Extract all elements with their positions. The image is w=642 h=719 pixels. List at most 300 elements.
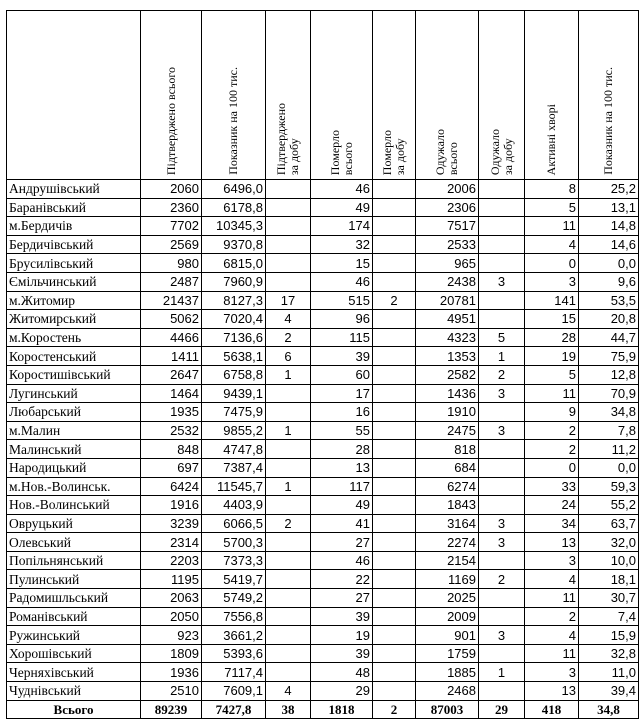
value-cell [479, 607, 525, 626]
value-cell: 7136,6 [202, 328, 266, 347]
value-cell: 12,8 [579, 365, 639, 384]
value-cell: 48 [311, 663, 373, 682]
value-cell [373, 440, 416, 459]
value-cell: 4 [266, 682, 311, 701]
table-row [7, 458, 639, 477]
covid-statistics-table [6, 10, 639, 719]
value-cell: 8 [525, 180, 579, 199]
district-name-cell: Ємільчинський [7, 272, 141, 291]
district-name-cell: м.Бердичів [7, 217, 141, 236]
table-row [7, 533, 639, 552]
value-cell: 684 [416, 458, 479, 477]
column-header-label: Підтверджено всього [163, 66, 178, 175]
table-row [7, 570, 639, 589]
value-cell: 6424 [141, 477, 202, 496]
value-cell: 2510 [141, 682, 202, 701]
value-cell: 1436 [416, 384, 479, 403]
value-cell [479, 589, 525, 608]
value-cell [266, 626, 311, 645]
value-cell: 29 [479, 700, 525, 719]
value-cell [373, 384, 416, 403]
value-cell: 63,7 [579, 514, 639, 533]
value-cell [373, 551, 416, 570]
value-cell: 11 [525, 384, 579, 403]
value-cell [373, 570, 416, 589]
value-cell [373, 644, 416, 663]
value-cell: 174 [311, 217, 373, 236]
value-cell: 1169 [416, 570, 479, 589]
district-name-cell: м.Житомир [7, 291, 141, 310]
value-cell: 46 [311, 272, 373, 291]
value-cell: 4403,9 [202, 496, 266, 515]
value-cell: 33 [525, 477, 579, 496]
value-cell: 7117,4 [202, 663, 266, 682]
value-cell: 3239 [141, 514, 202, 533]
table-row [7, 514, 639, 533]
value-cell: 5 [479, 328, 525, 347]
table-row [7, 496, 639, 515]
value-cell: 6274 [416, 477, 479, 496]
value-cell [266, 458, 311, 477]
value-cell: 34,8 [579, 403, 639, 422]
value-cell: 21437 [141, 291, 202, 310]
value-cell: 13 [525, 533, 579, 552]
value-cell: 3 [525, 272, 579, 291]
value-cell: 7373,3 [202, 551, 266, 570]
value-cell: 2203 [141, 551, 202, 570]
value-cell: 3 [479, 626, 525, 645]
value-cell: 46 [311, 551, 373, 570]
value-cell: 1 [266, 421, 311, 440]
value-cell: 39,4 [579, 682, 639, 701]
district-name-cell: Попільнянський [7, 551, 141, 570]
value-cell: 0 [525, 458, 579, 477]
value-cell: 87003 [416, 700, 479, 719]
value-cell [479, 310, 525, 329]
district-name-cell: Любарський [7, 403, 141, 422]
value-cell [479, 682, 525, 701]
column-header-4 [311, 11, 373, 180]
value-cell: 1195 [141, 570, 202, 589]
value-cell: 1464 [141, 384, 202, 403]
district-name-cell: Бердичівський [7, 235, 141, 254]
value-cell: 7020,4 [202, 310, 266, 329]
value-cell: 2 [373, 291, 416, 310]
value-cell: 7702 [141, 217, 202, 236]
value-cell: 5 [525, 365, 579, 384]
value-cell: 11 [525, 217, 579, 236]
value-cell: 2009 [416, 607, 479, 626]
value-cell: 3164 [416, 514, 479, 533]
value-cell [373, 682, 416, 701]
value-cell [266, 384, 311, 403]
value-cell: 5062 [141, 310, 202, 329]
table-row [7, 291, 639, 310]
value-cell: 55 [311, 421, 373, 440]
value-cell [373, 496, 416, 515]
value-cell: 2487 [141, 272, 202, 291]
value-cell: 2532 [141, 421, 202, 440]
value-cell: 2025 [416, 589, 479, 608]
table-row [7, 682, 639, 701]
value-cell [266, 235, 311, 254]
table-row [7, 477, 639, 496]
value-cell: 2 [479, 365, 525, 384]
value-cell [479, 496, 525, 515]
value-cell [266, 589, 311, 608]
value-cell: 5638,1 [202, 347, 266, 366]
value-cell: 848 [141, 440, 202, 459]
value-cell: 10345,3 [202, 217, 266, 236]
value-cell: 9 [525, 403, 579, 422]
district-name-cell: м.Коростень [7, 328, 141, 347]
value-cell [479, 458, 525, 477]
table-row [7, 272, 639, 291]
table-row [7, 235, 639, 254]
value-cell: 60 [311, 365, 373, 384]
value-cell [266, 198, 311, 217]
value-cell: 34,8 [579, 700, 639, 719]
column-header-label: Одужало за добу [487, 128, 515, 175]
column-header-8 [525, 11, 579, 180]
value-cell [266, 440, 311, 459]
value-cell: 965 [416, 254, 479, 273]
value-cell [479, 198, 525, 217]
value-cell [266, 217, 311, 236]
district-name-cell: Пулинський [7, 570, 141, 589]
value-cell: 53,5 [579, 291, 639, 310]
value-cell: 27 [311, 589, 373, 608]
district-name-cell: м.Нов.-Волинськ. [7, 477, 141, 496]
table-row [7, 310, 639, 329]
value-cell: 55,2 [579, 496, 639, 515]
value-cell [266, 272, 311, 291]
value-cell [266, 254, 311, 273]
value-cell: 3 [479, 384, 525, 403]
value-cell [479, 291, 525, 310]
value-cell: 28 [311, 440, 373, 459]
table-row [7, 589, 639, 608]
value-cell: 7,8 [579, 421, 639, 440]
value-cell [479, 644, 525, 663]
value-cell [266, 570, 311, 589]
district-name-cell: Хорошівський [7, 644, 141, 663]
value-cell [479, 551, 525, 570]
value-cell: 41 [311, 514, 373, 533]
value-cell: 6815,0 [202, 254, 266, 273]
value-cell: 1809 [141, 644, 202, 663]
value-cell: 3 [525, 663, 579, 682]
district-name-cell: Всього [7, 700, 141, 719]
value-cell [266, 644, 311, 663]
value-cell: 4323 [416, 328, 479, 347]
value-cell: 11 [525, 589, 579, 608]
value-cell: 2438 [416, 272, 479, 291]
value-cell: 515 [311, 291, 373, 310]
value-cell: 2050 [141, 607, 202, 626]
value-cell: 22 [311, 570, 373, 589]
value-cell: 0 [525, 254, 579, 273]
value-cell: 2314 [141, 533, 202, 552]
value-cell [373, 533, 416, 552]
value-cell: 2647 [141, 365, 202, 384]
value-cell: 1411 [141, 347, 202, 366]
table-body [7, 180, 639, 719]
value-cell: 32,0 [579, 533, 639, 552]
value-cell: 818 [416, 440, 479, 459]
table-row [7, 254, 639, 273]
district-name-cell: Коростишівський [7, 365, 141, 384]
value-cell [266, 551, 311, 570]
value-cell: 39 [311, 347, 373, 366]
value-cell: 1 [479, 663, 525, 682]
total-row [7, 700, 639, 719]
column-header-9 [579, 11, 639, 180]
value-cell: 49 [311, 496, 373, 515]
value-cell: 7609,1 [202, 682, 266, 701]
district-name-cell: Народицький [7, 458, 141, 477]
value-cell: 5749,2 [202, 589, 266, 608]
district-name-cell: Чуднівський [7, 682, 141, 701]
value-cell: 15,9 [579, 626, 639, 645]
value-cell: 3 [479, 421, 525, 440]
value-cell: 6496,0 [202, 180, 266, 199]
value-cell: 8127,3 [202, 291, 266, 310]
value-cell: 4466 [141, 328, 202, 347]
value-cell: 4 [525, 626, 579, 645]
value-cell [479, 235, 525, 254]
value-cell: 2533 [416, 235, 479, 254]
value-cell: 7556,8 [202, 607, 266, 626]
column-header-1 [141, 11, 202, 180]
district-name-cell: Коростенський [7, 347, 141, 366]
value-cell: 14,8 [579, 217, 639, 236]
value-cell: 697 [141, 458, 202, 477]
value-cell [373, 607, 416, 626]
table-row [7, 626, 639, 645]
column-header-label: Показник на 100 тис. [226, 67, 240, 175]
value-cell: 1 [479, 347, 525, 366]
value-cell: 29 [311, 682, 373, 701]
value-cell: 6066,5 [202, 514, 266, 533]
value-cell: 75,9 [579, 347, 639, 366]
district-name-cell: Баранівський [7, 198, 141, 217]
value-cell [373, 365, 416, 384]
value-cell [373, 310, 416, 329]
value-cell: 27 [311, 533, 373, 552]
value-cell: 11,2 [579, 440, 639, 459]
district-name-cell: Брусилівський [7, 254, 141, 273]
value-cell [373, 663, 416, 682]
value-cell: 1885 [416, 663, 479, 682]
value-cell: 11,0 [579, 663, 639, 682]
value-cell: 59,3 [579, 477, 639, 496]
value-cell [266, 533, 311, 552]
value-cell: 5419,7 [202, 570, 266, 589]
value-cell: 39 [311, 607, 373, 626]
value-cell: 2006 [416, 180, 479, 199]
value-cell: 7387,4 [202, 458, 266, 477]
value-cell: 1916 [141, 496, 202, 515]
value-cell: 9439,1 [202, 384, 266, 403]
value-cell: 13 [311, 458, 373, 477]
value-cell: 34 [525, 514, 579, 533]
table-row [7, 365, 639, 384]
value-cell [373, 217, 416, 236]
value-cell: 115 [311, 328, 373, 347]
value-cell: 1936 [141, 663, 202, 682]
value-cell: 10,0 [579, 551, 639, 570]
value-cell: 6758,8 [202, 365, 266, 384]
value-cell: 46 [311, 180, 373, 199]
value-cell: 89239 [141, 700, 202, 719]
value-cell: 39 [311, 644, 373, 663]
value-cell [373, 514, 416, 533]
value-cell: 4 [525, 235, 579, 254]
value-cell: 25,2 [579, 180, 639, 199]
value-cell [266, 403, 311, 422]
value-cell: 2360 [141, 198, 202, 217]
value-cell: 32 [311, 235, 373, 254]
value-cell: 14,6 [579, 235, 639, 254]
table-row [7, 644, 639, 663]
value-cell: 20781 [416, 291, 479, 310]
district-name-cell: Лугинський [7, 384, 141, 403]
column-header-label: Одужало всього [433, 128, 460, 175]
value-cell: 4951 [416, 310, 479, 329]
value-cell: 11545,7 [202, 477, 266, 496]
value-cell [266, 496, 311, 515]
column-header-7 [479, 11, 525, 180]
value-cell: 2569 [141, 235, 202, 254]
value-cell: 2 [525, 607, 579, 626]
column-header-label: Активні хворі [544, 103, 558, 175]
value-cell [373, 626, 416, 645]
value-cell: 418 [525, 700, 579, 719]
value-cell: 2 [479, 570, 525, 589]
value-cell: 19 [311, 626, 373, 645]
table-row [7, 421, 639, 440]
value-cell: 141 [525, 291, 579, 310]
column-header-0 [7, 11, 141, 180]
value-cell [373, 235, 416, 254]
value-cell: 9,6 [579, 272, 639, 291]
value-cell: 2 [525, 421, 579, 440]
district-name-cell: Ружинський [7, 626, 141, 645]
value-cell [479, 254, 525, 273]
value-cell [373, 477, 416, 496]
value-cell [373, 589, 416, 608]
column-header-5 [373, 11, 416, 180]
district-name-cell: Житомирський [7, 310, 141, 329]
district-name-cell: м.Малин [7, 421, 141, 440]
table-row [7, 217, 639, 236]
value-cell: 3 [479, 533, 525, 552]
value-cell: 13 [525, 682, 579, 701]
value-cell: 19 [525, 347, 579, 366]
district-name-cell: Олевський [7, 533, 141, 552]
district-name-cell: Овруцький [7, 514, 141, 533]
value-cell: 1910 [416, 403, 479, 422]
value-cell: 11 [525, 644, 579, 663]
district-name-cell: Черняхівський [7, 663, 141, 682]
table-row [7, 347, 639, 366]
value-cell: 2063 [141, 589, 202, 608]
value-cell: 7427,8 [202, 700, 266, 719]
value-cell: 901 [416, 626, 479, 645]
value-cell: 1 [266, 365, 311, 384]
value-cell: 5700,3 [202, 533, 266, 552]
value-cell: 4747,8 [202, 440, 266, 459]
value-cell: 70,9 [579, 384, 639, 403]
value-cell: 2306 [416, 198, 479, 217]
district-name-cell: Андрушівський [7, 180, 141, 199]
table-row [7, 607, 639, 626]
value-cell: 13,1 [579, 198, 639, 217]
value-cell [266, 607, 311, 626]
value-cell: 38 [266, 700, 311, 719]
value-cell [373, 403, 416, 422]
value-cell [373, 458, 416, 477]
column-header-2 [202, 11, 266, 180]
value-cell: 44,7 [579, 328, 639, 347]
column-header-label: Показник на 100 тис. [601, 67, 615, 175]
column-header-label: Підтверджено за добу [274, 102, 301, 175]
value-cell: 117 [311, 477, 373, 496]
value-cell [373, 347, 416, 366]
value-cell: 7475,9 [202, 403, 266, 422]
value-cell [266, 180, 311, 199]
district-name-cell: Малинський [7, 440, 141, 459]
district-name-cell: Романівський [7, 607, 141, 626]
district-name-cell: Радомишльський [7, 589, 141, 608]
value-cell: 2468 [416, 682, 479, 701]
header-row [7, 11, 639, 180]
value-cell [373, 272, 416, 291]
value-cell: 1353 [416, 347, 479, 366]
table-row [7, 440, 639, 459]
table-row [7, 403, 639, 422]
value-cell [479, 217, 525, 236]
value-cell: 24 [525, 496, 579, 515]
district-name-cell: Нов.-Волинський [7, 496, 141, 515]
value-cell: 923 [141, 626, 202, 645]
value-cell: 1935 [141, 403, 202, 422]
column-header-label: Померло всього [327, 129, 355, 175]
value-cell: 7517 [416, 217, 479, 236]
table-row [7, 663, 639, 682]
value-cell: 32,8 [579, 644, 639, 663]
value-cell: 15 [525, 310, 579, 329]
value-cell: 2 [266, 514, 311, 533]
value-cell: 6 [266, 347, 311, 366]
value-cell: 1818 [311, 700, 373, 719]
value-cell: 0,0 [579, 458, 639, 477]
value-cell: 2582 [416, 365, 479, 384]
value-cell: 9855,2 [202, 421, 266, 440]
value-cell: 4 [266, 310, 311, 329]
value-cell: 20,8 [579, 310, 639, 329]
value-cell [479, 180, 525, 199]
value-cell [373, 421, 416, 440]
value-cell: 3 [479, 514, 525, 533]
value-cell: 6178,8 [202, 198, 266, 217]
value-cell: 49 [311, 198, 373, 217]
value-cell: 5 [525, 198, 579, 217]
value-cell: 2 [266, 328, 311, 347]
value-cell: 17 [266, 291, 311, 310]
value-cell: 9370,8 [202, 235, 266, 254]
